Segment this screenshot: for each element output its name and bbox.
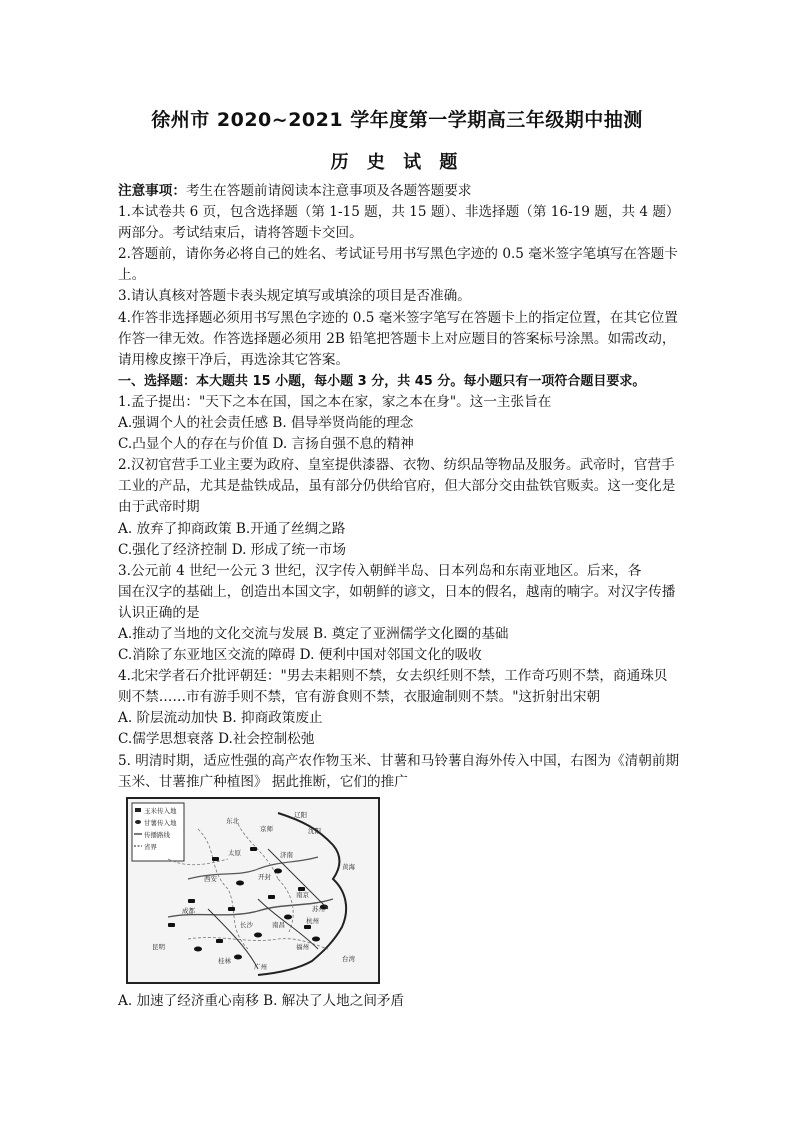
page-subtitle: 历 史 试 题 xyxy=(330,152,464,173)
map-place-label: 杭州 xyxy=(306,917,319,925)
legend-label: 传播路线 xyxy=(144,831,170,839)
map-place-label: 苏州 xyxy=(312,905,325,913)
map-place-label: 广州 xyxy=(254,963,267,971)
notice-heading xyxy=(118,181,680,202)
question-stem: 4.北宋学者石介批评朝廷："男去耒耜则不禁，女去织纴则不禁，工作奇巧则不禁，商通珠贝则不禁……市有游手则不禁，官有游食则不禁，衣服逾制则不禁。"这折射出宋朝 xyxy=(118,668,668,706)
notice-item: 4.作答非选择题必须用书写黑色字迹的 0.5 毫米签字笔写在答题卡上的指定位置，在其它位置作答一律无效。作答选择题必须用 2B 铅笔把答题卡上对应题目的答案标号涂黑。如需改动，请用橡皮擦干净后，再选涂其它答案。 xyxy=(118,309,678,368)
map-place-label: 南昌 xyxy=(272,921,285,929)
question-options: A.推动了当地的文化交流与发展 B. 奠定了亚洲儒学文化圈的基础 xyxy=(118,625,509,642)
notice-label: 注意事项： xyxy=(118,183,186,199)
map-place-label: 成都 xyxy=(182,907,195,915)
map-place-label: 京师 xyxy=(260,825,273,833)
question-stem: 5. 明清时期，适应性强的高产农作物玉米、甘薯和马铃薯自海外传入中国，右图为《清朝前期玉米、甘薯推广种植图》 据此推断，它们的推广 xyxy=(118,752,680,790)
map-place-label: 太原 xyxy=(228,849,241,857)
map-place-label: 济南 xyxy=(280,851,293,859)
question-stem: 3.公元前 4 世纪一公元 3 世纪，汉字传入朝鲜半岛、日本列岛和东南亚地区。后来，各 xyxy=(118,562,642,579)
qing-crop-map xyxy=(126,797,380,984)
map-place-label: 开封 xyxy=(258,873,271,881)
question-5-options xyxy=(118,991,680,1012)
map-place-label: 长沙 xyxy=(240,921,253,929)
question-options: A. 阶层流动加快 B. 抑商政策废止 xyxy=(118,710,323,727)
map-place-label: 沈阳 xyxy=(308,827,321,835)
legend-swatch-sweetpotato xyxy=(135,820,141,824)
province-borders xyxy=(168,824,328,949)
question-options: A.强调个人的社会责任感 B. 倡导举贤尚能的理念 xyxy=(118,415,414,432)
map-place-label: 南京 xyxy=(296,891,309,899)
question-stem: 2.汉初官营手工业主要为政府、皇室提供漆器、衣物、纺织品等物品及服务。武帝时，官营手工业的产品，尤其是盐铁成品，虽有部分仍供给官府，但大部分交由盐铁官贩卖。这一变化是由于武帝时期 xyxy=(118,457,676,516)
question-options: C.消除了东亚地区交流的障碍 D. 便利中国对邻国文化的吸收 xyxy=(118,647,482,664)
question-stem-cont: 国在汉字的基础上，创造出本国文字，如朝鲜的谚文，日本的假名，越南的喃字。对汉字传播认识正确的是 xyxy=(118,583,676,621)
legend-label: 玉米传入地 xyxy=(144,807,177,815)
question-options: C.凸显个人的存在与价值 D. 言扬自强不息的精神 xyxy=(118,436,414,453)
page-title: 徐州市 2020~2021 学年度第一学期高三年级期中抽测 xyxy=(151,109,643,131)
notice-item: 1.本试卷共 6 页，包含选择题（第 1-15 题，共 15 题）、非选择题（第 16-19 题，共 4 题）两部分。考试结束后，请将答题卡交回。 xyxy=(118,204,680,242)
map-place-label: 西安 xyxy=(204,875,217,883)
map-place-label: 辽阳 xyxy=(294,811,307,819)
question-stem: 1.孟子提出："天下之本在国，国之本在家，家之本在身"。这一主张旨在 xyxy=(118,393,552,410)
legend-label: 省界 xyxy=(144,843,157,851)
question-options: A. 放弃了抑商政策 B.开通了丝绸之路 xyxy=(118,520,346,537)
notice-item: 2.答题前，请你务必将自己的姓名、考试证号用书写黑色字迹的 0.5 毫米签字笔填写在答题卡上。 xyxy=(118,246,678,284)
section-heading: 一、选择题：本大题共 15 小题，每小题 3 分，共 45 分。每小题只有一项符合题目要求。 xyxy=(118,373,646,389)
question-options: C.儒学思想衰落 D.社会控制松弛 xyxy=(118,731,315,748)
map-graphic xyxy=(128,799,378,982)
map-place-label: 东北 xyxy=(226,817,239,825)
map-place-label: 福州 xyxy=(296,943,309,951)
map-place-label: 台湾 xyxy=(342,955,355,963)
question-options: A. 加速了经济重心南移 B. 解决了人地之间矛盾 xyxy=(118,993,405,1009)
legend-swatch-corn xyxy=(135,808,141,812)
notice-item: 3.请认真核对答题卡表头规定填写或填涂的项目是否准确。 xyxy=(118,288,471,305)
question-options: C.强化了经济控制 D. 形成了统一市场 xyxy=(118,541,346,558)
map-place-label: 昆明 xyxy=(152,943,165,951)
notice-intro: 考生在答题前请阅读本注意事项及各题答题要求 xyxy=(185,183,472,199)
map-place-label: 桂林 xyxy=(218,957,231,965)
exam-body xyxy=(118,181,680,793)
map-place-label: 黄海 xyxy=(342,863,355,871)
legend-label: 甘薯传入地 xyxy=(144,819,177,827)
